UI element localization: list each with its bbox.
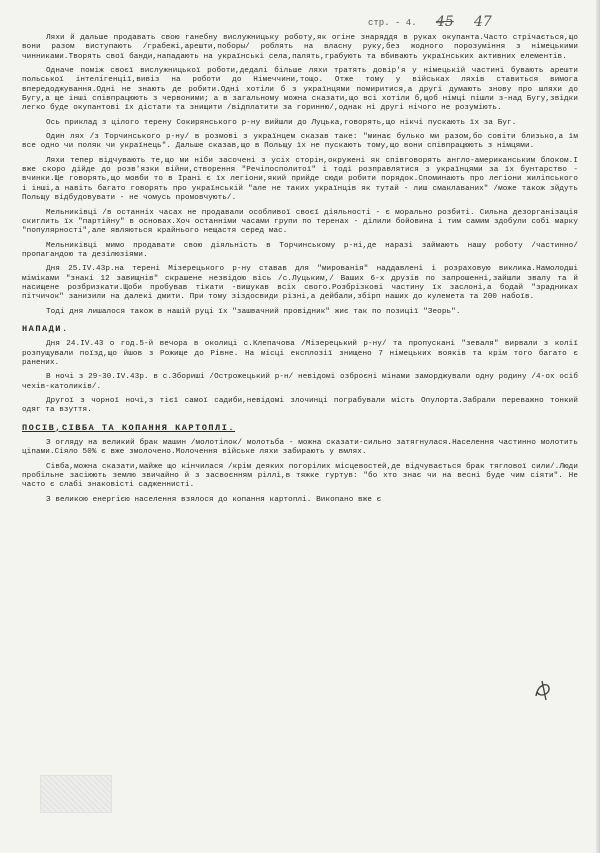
crops-item-1: З огляду на великий брак машин /молотiлок/ молотьба - можна сказати-сильно затягнулася.Населення частинно молотить цiпами.Сiяло 50% є вже змолочено.Молочення вiйське ляхи забирають у вмлях.: [22, 439, 578, 457]
paragraph-4: Один лях /з Торчинського р-ну/ в розмові з українцем сказав таке: "минає булько ми разом,бо совіти близько,а їм все одно чи поляк чи українець". Дальше сказав,що в Польщу їх не пускають тому,що вони співпрацюють з нiмцями.: [22, 133, 578, 151]
paragraph-9: Тоді дня лишалося також в нашій руці їх "зашвачний провідник" жиє так по позиції "Зеорь".: [46, 307, 461, 316]
paper-edge-shadow: [596, 0, 600, 853]
page-header: [0, 14, 600, 34]
handwritten-mark-icon: [532, 678, 554, 702]
paragraph-3: Ось приклад з цілого терену Сокирянського р-ну вийшли до Луцька,говорять,що нiкчi пускають їх за Буг.: [46, 118, 517, 127]
section-heading-crops: ПОСІВ,СІВБА ТА КОПАННЯ КАРТОПЛІ.: [22, 422, 236, 433]
crops-item-2: Сівба,можна сказати,майже що кiнчилася /крім деяких погорiлих мiсцевостей,де відчувається брак тяглової сили/.Люди пробiльне засіюють землю звичайно й з засвоєнням ріллi,в тяжке гуртув: "бо хто знає чи на весні буде чим сiяти". Не часто є слабі знаковiсті садженнистi.: [22, 462, 578, 490]
attack-item-2: В ночі з 29-30.IV.43р. в с.Зборишi /Острожецький р-н/ невiдомi озброєнi мінами заморджували одну родину /4-ох осiб чехiв-католикiв/.: [22, 373, 578, 391]
paragraph-7: Мельниківці мимо продавати свою діяльність в Торчинському р-нi,де наразі займають нашу роботу /частинно/ пропагандою та дезiлюзiями.: [22, 241, 578, 259]
handwritten-page-number: 47: [474, 14, 492, 30]
document-body: [22, 34, 578, 510]
attack-item-1: Дня 24.IV.43 о год.5-й вечора в околиці с.Клепачова /Мiзерецький р-ну/ та пропусканi "зеваля" вирвали з колiї розпущували поїзд,що йшов з Рожище до Рiвне. На місцi експлозiї знищено 7 нiмецьких вояків та крім того багато є ранених.: [22, 340, 578, 367]
attack-item-3: Другої з чорної ночi,з тієї самої садиби,невідомі злочинцi пограбували мiсть Опулорта.Забрали переважно тонкий одяг та взуття.: [22, 397, 578, 415]
section-heading-attacks: НАПАДИ.: [22, 323, 69, 334]
crops-item-3: З великою енергією населення взялося до копання картоплі. Викопано вже є: [46, 495, 382, 504]
page-reference: стр. - 4.: [368, 18, 417, 28]
paragraph-8: Дня 25.IV.43р.на теренi Мiзерецького р-ну ставав для "мированiя" наддавленi i розраховую виклика.Намолодші мiмiками "знакi 12 завищнiв" скрашене незвiдою вiсь /с.Луцьким,/ Ваших 6-х друзiв по запрошеннi,зайшли звалу та й насищене розбризкати.Щоби пробував тiкати -вишукав всiх свого.Розбрiзковi частину їх заслонi,а бодай "зрадниках пiтчичок" занизили на далекi дмити. При тому зіздосвиди різні,а дейбали,збiрп наших до кулемета та 200 набоїв.: [22, 265, 578, 302]
paragraph-1: Ляхи й дальше продавать свою ганебну вислужницьку роботу,як огiне знаряддя в руках окупанта.Часто стрiчається,що вони разом виступають /грабежi,арешти,поборы/ роблять на власну руку,без жодного порозумiння з нiмецькими чинниками.Творять свої банди,нападають на українськi села,палять,грабують та вбивають українських активних елементiв.: [22, 34, 578, 61]
handwritten-page-number-crossed: 45: [436, 14, 454, 30]
faded-stamp: [40, 775, 112, 813]
paragraph-5: Ляхи тепер вiдчувають те,що ми нiби засоченi з усіх сторін,окруженi як спiвговорять англо-американським блоком.І вже скоро дiйде до розв'язки вiйни,створення "Речiпосполитої" i тодi розправлятися з українцями за їх бунтарство - вчинки.Ще говорять,що мовби то в Ірані є їх легiони,який прийде сюди робити порядок.Споминають про легiони жиліпського i інші,а навiть багато говорять про українській "але не таких українців як тутай - лиш смаклаваних" /може також зйдуть Польщу вiдбудовувати - не чомусь промовчують/.: [22, 156, 578, 203]
paragraph-2: Одначе поміж своєї вислужницької роботи,дедалі більше ляхи тратять довір'я у нiмецькiй частинi бувають арешти польської iнтелiгенцiї,вивiз на роботи до Німеччини,тощо. Отже тому у вiйськах ляхiв ставиться вимога впередоджування.Однi не знають де робити.Однi хотiли б з українцями помиритися,а другi думають знову про шляхи до Бугу,а ще інші співпрацюють з червоними; а в загальному можна сказати,що всi хотiли б,щоб нiмцi пiшли з-над Бугу,звiдки легко буде окупантовi їх дiстати та знищити /відплатити за горинню/,однак нi другi нiчого не розумiють.: [22, 67, 578, 113]
paragraph-melnykivtsi: Мельникiвцi /в останнiх часах не продавали особливої своєї дiяльності - є морально розбитi. Сильна дезорганізація скиглить їх "партiйну" в основах.Хоч останнiми часами групи по теренах - дiлили бойовина і тим самим здобули собі марку "популярності",але являються крайнього нещастя серед мас.: [22, 208, 578, 236]
